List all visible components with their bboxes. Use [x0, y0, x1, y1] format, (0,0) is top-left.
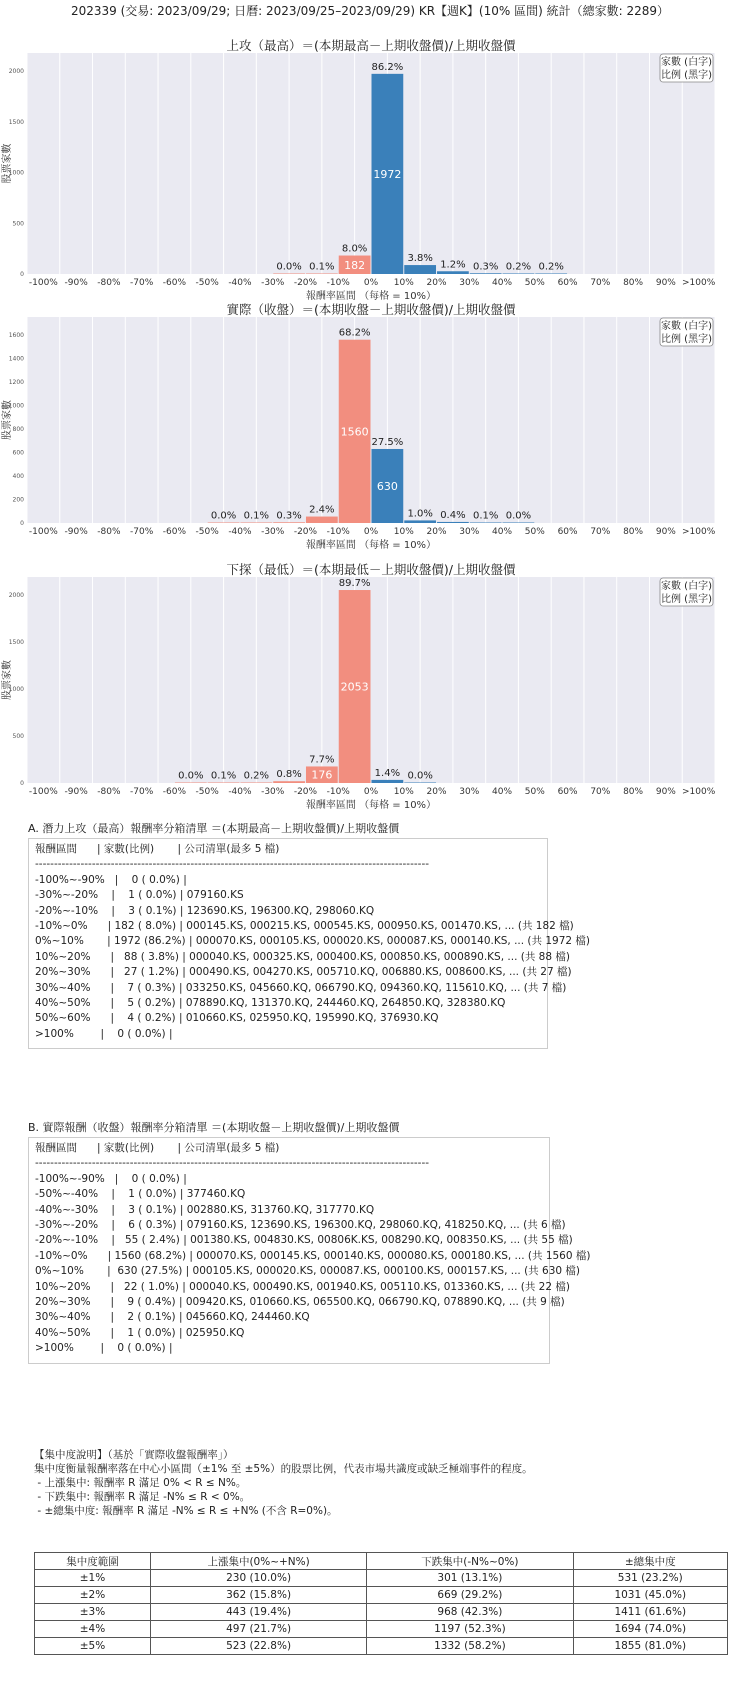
y-tick-label: 1500: [8, 639, 24, 646]
list-line: -20%~-10% | 55 ( 2.4%) | 001380.KS, 004830.KS, 00806K.KS, 008290.KQ, 008350.KS, ... (共 55 檔): [35, 1234, 573, 1247]
y-tick-label: 0: [20, 520, 24, 527]
table-row: [35, 1587, 728, 1604]
x-tick-label: 80%: [623, 527, 644, 537]
chart-title: 實際（收盤）＝(本期收盤－上期收盤價)/上期收盤價: [226, 302, 516, 317]
list-line: 30%~40% | 2 ( 0.1%) | 045660.KQ, 244460.KQ: [35, 1311, 310, 1324]
y-tick-label: 200: [12, 496, 24, 504]
legend-line-2: 比例 (黑字): [661, 594, 712, 605]
bar: [404, 520, 436, 523]
table-cell: 443 (19.4%): [150, 1604, 366, 1621]
section-b: [28, 1119, 591, 1364]
bar-percent-label: 0.0%: [407, 770, 433, 782]
x-tick-label: -80%: [97, 787, 121, 797]
bar-count-label: 176: [311, 768, 333, 782]
x-tick-label: -10%: [326, 787, 350, 797]
concentration-table: [34, 1552, 728, 1655]
bar-percent-label: 0.2%: [538, 261, 564, 273]
y-tick-label: 1000: [8, 169, 24, 177]
y-tick-label: 600: [12, 449, 24, 457]
bar: [273, 522, 305, 523]
y-tick-label: 1600: [8, 332, 24, 339]
bar-percent-label: 0.1%: [309, 261, 335, 273]
x-tick-label: -10%: [326, 278, 350, 288]
x-axis-label: 報酬率區間 （每格 = 10%）: [305, 291, 437, 302]
plot-area: [27, 317, 715, 523]
list-line: 10%~20% | 88 ( 3.8%) | 000040.KS, 000325.KS, 000400.KS, 000850.KS, 000890.KS, ... (共 88 檔): [35, 950, 570, 963]
list-line: -10%~0% | 1560 (68.2%) | 000070.KS, 000145.KS, 000140.KS, 000080.KS, 000180.KS, ... (共 1560 檔): [35, 1249, 591, 1262]
table-cell: 669 (29.2%): [367, 1587, 573, 1604]
x-tick-label: -90%: [64, 787, 88, 797]
list-line: -20%~-10% | 3 ( 0.1%) | 123690.KS, 196300.KQ, 298060.KQ: [35, 904, 375, 917]
table-body: [35, 1570, 728, 1655]
x-tick-label: -90%: [64, 278, 88, 288]
x-tick-label: >100%: [681, 527, 716, 537]
list-line: 20%~30% | 27 ( 1.2%) | 000490.KS, 004270.KS, 005710.KQ, 006880.KS, 008600.KS, ... (共 27 檔): [35, 966, 572, 979]
bar-percent-label: 0.1%: [472, 510, 499, 522]
bar-count-label: 1972: [373, 167, 402, 181]
bar-percent-label: 0.0%: [505, 510, 532, 522]
bar-percent-label: 0.1%: [210, 770, 237, 782]
chart-svg: [0, 37, 740, 312]
x-tick-label: >100%: [681, 278, 716, 288]
y-tick-label: 1000: [8, 402, 24, 410]
x-tick-label: 20%: [426, 787, 447, 797]
y-tick-label: 2000: [8, 592, 24, 599]
x-tick-label: 90%: [655, 278, 676, 288]
legend: [660, 578, 713, 606]
list-line: -40%~-30% | 3 ( 0.1%) | 002880.KS, 313760.KQ, 317770.KQ: [35, 1203, 375, 1216]
bar: [306, 274, 338, 275]
x-tick-label: -100%: [28, 787, 58, 797]
x-tick-label: -30%: [261, 527, 285, 537]
legend-line-2: 比例 (黑字): [661, 70, 712, 81]
bar-percent-label: 1.2%: [440, 259, 466, 271]
table-cell: ±3%: [35, 1604, 151, 1621]
chart-svg: [0, 301, 740, 561]
bar-percent-label: 0.0%: [210, 510, 237, 522]
section-a: [28, 820, 591, 1049]
x-tick-label: 10%: [393, 278, 414, 288]
bar: [240, 523, 272, 524]
x-tick-label: 60%: [557, 787, 578, 797]
y-tick-label: 1000: [8, 686, 24, 693]
list-line: 20%~30% | 9 ( 0.4%) | 009420.KS, 010660.KS, 065500.KQ, 066790.KQ, 078890.KQ, ... (共 9 檔): [35, 1296, 565, 1309]
y-tick-label: 400: [12, 473, 24, 480]
x-tick-label: 40%: [492, 527, 513, 537]
y-tick-label: 800: [12, 426, 24, 433]
bar-percent-label: 27.5%: [371, 436, 404, 448]
section-a-title: A. 潛力上攻（最高）報酬率分箱清單 ＝(本期最高－上期收盤價)/上期收盤價: [28, 822, 400, 835]
list-line: -50%~-40% | 1 ( 0.0%) | 377460.KQ: [35, 1188, 246, 1201]
y-tick-label: 1200: [8, 379, 24, 386]
table-row: [35, 1604, 728, 1621]
table-cell: 1197 (52.3%): [367, 1621, 573, 1638]
table-cell: 523 (22.8%): [150, 1638, 366, 1655]
chart-title: 上攻（最高）＝(本期最高－上期收盤價)/上期收盤價: [226, 38, 516, 53]
bar-count-label: 2053: [340, 680, 369, 694]
bar-percent-label: 0.8%: [276, 769, 302, 781]
x-tick-label: 40%: [492, 278, 513, 288]
bar: [503, 523, 535, 524]
y-axis-label: 股票家數: [2, 400, 13, 440]
x-tick-label: -60%: [162, 527, 187, 537]
x-tick-label: 20%: [426, 278, 447, 288]
bar-percent-label: 68.2%: [338, 327, 371, 339]
bar-percent-label: 8.0%: [341, 243, 368, 255]
bar-percent-label: 1.0%: [407, 508, 433, 520]
list-line: 報酬區間 | 家數(比例) | 公司清單(最多 5 檔): [35, 843, 280, 855]
bar-percent-label: 0.0%: [178, 770, 204, 782]
x-tick-label: 30%: [459, 278, 480, 288]
table-header-row: [35, 1553, 728, 1570]
x-tick-label: 60%: [557, 527, 578, 537]
bar-count-label: 1560: [340, 425, 369, 439]
bar-percent-label: 0.1%: [243, 510, 270, 522]
bar: [240, 783, 272, 784]
plot-area: [27, 577, 715, 783]
bar-percent-label: 0.3%: [472, 261, 499, 273]
chart-close: [0, 301, 740, 561]
list-line: 報酬區間 | 家數(比例) | 公司清單(最多 5 檔): [35, 1142, 280, 1154]
list-line: >100% | 0 ( 0.0%) |: [35, 1342, 173, 1355]
list-line: -100%~-90% | 0 ( 0.0%) |: [35, 1172, 187, 1185]
list-line: -30%~-20% | 6 ( 0.3%) | 079160.KS, 123690.KS, 196300.KQ, 298060.KQ, 418250.KQ, ... (共 6 檔): [35, 1219, 566, 1232]
plot-area: [27, 53, 715, 274]
bar-count-label: 630: [376, 479, 398, 493]
y-axis-label: 股票家數: [2, 660, 13, 700]
table-cell: 230 (10.0%): [150, 1570, 366, 1587]
list-line: 10%~20% | 22 ( 1.0%) | 000040.KS, 000490.KS, 001940.KS, 005110.KS, 013360.KS, ... (共 22 檔): [35, 1280, 570, 1293]
table-header-cell: 下跌集中(-N%~0%): [367, 1553, 573, 1570]
legend: [660, 54, 713, 82]
bar: [503, 273, 535, 274]
bar: [404, 783, 436, 784]
bar: [208, 523, 240, 524]
y-tick-label: 2000: [8, 68, 24, 75]
x-tick-label: 70%: [590, 527, 611, 537]
x-tick-label: -40%: [228, 278, 252, 288]
bar: [404, 265, 436, 274]
page-title: 202339 (交易: 2023/09/29; 日曆: 2023/09/25–2023/09/29) KR【週K】(10% 區間) 統計（總家數: 2289）: [70, 4, 669, 18]
y-tick-label: 500: [12, 733, 24, 740]
x-tick-label: 60%: [557, 278, 578, 288]
table-header-cell: 集中度範圍: [35, 1553, 151, 1570]
list-line: -10%~0% | 182 ( 8.0%) | 000145.KS, 000215.KS, 000545.KS, 000950.KS, 001470.KS, ... (共 182 檔): [35, 920, 574, 933]
x-tick-label: -30%: [261, 787, 285, 797]
bar-percent-label: 0.2%: [505, 261, 532, 273]
table-cell: 362 (15.8%): [150, 1587, 366, 1604]
x-tick-label: 50%: [524, 278, 545, 288]
list-line: --------------------------------------------------------------------------------------------------------: [35, 1157, 430, 1170]
bar-percent-label: 0.0%: [276, 261, 302, 273]
x-tick-label: -10%: [326, 527, 350, 537]
x-axis-label: 報酬率區間 （每格 = 10%）: [305, 800, 437, 811]
table-row: [35, 1638, 728, 1655]
x-tick-label: -50%: [195, 527, 219, 537]
x-tick-label: -40%: [228, 527, 252, 537]
bar: [470, 523, 502, 524]
concentration-note: [34, 1448, 724, 1518]
table-cell: 1694 (74.0%): [573, 1621, 728, 1638]
section-b-list: [28, 1137, 591, 1364]
list-line: 0%~10% | 630 (27.5%) | 000105.KS, 000020.KS, 000087.KS, 000100.KS, 000157.KS, ... (共 630 檔): [35, 1265, 581, 1278]
x-tick-label: -70%: [130, 278, 154, 288]
x-tick-label: -40%: [228, 787, 252, 797]
x-tick-label: -20%: [293, 527, 318, 537]
note-line: - ±總集中度: 報酬率 R 滿足 -N% ≤ R ≤ +N% (不含 R=0%)。: [34, 1505, 338, 1517]
x-tick-label: 10%: [393, 787, 414, 797]
chart-svg: [0, 561, 740, 821]
bar-percent-label: 0.2%: [243, 770, 270, 782]
x-tick-label: -70%: [130, 527, 154, 537]
x-tick-label: -30%: [261, 278, 285, 288]
bar: [437, 522, 469, 523]
x-axis-label: 報酬率區間 （每格 = 10%）: [305, 540, 437, 551]
table-header-cell: ±總集中度: [573, 1553, 728, 1570]
y-tick-label: 0: [20, 780, 24, 787]
note-line: 【集中度說明】（基於「實際收盤報酬率」）: [34, 1449, 234, 1461]
x-tick-label: 40%: [492, 787, 513, 797]
x-tick-label: -20%: [293, 278, 318, 288]
x-tick-label: 30%: [459, 787, 480, 797]
bar-percent-label: 89.7%: [338, 578, 371, 590]
y-tick-label: 0: [20, 271, 24, 278]
x-tick-label: 0%: [363, 278, 379, 288]
bar-percent-label: 7.7%: [309, 754, 335, 766]
legend-line-1: 家數 (白字): [661, 321, 712, 332]
table-row: [35, 1621, 728, 1638]
bar-percent-label: 1.4%: [374, 767, 401, 779]
x-tick-label: 90%: [655, 527, 676, 537]
x-tick-label: -100%: [28, 527, 58, 537]
x-tick-label: >100%: [681, 787, 716, 797]
x-tick-label: 10%: [393, 527, 414, 537]
x-tick-label: 50%: [524, 787, 545, 797]
x-tick-label: -90%: [64, 527, 88, 537]
x-tick-label: 50%: [524, 527, 545, 537]
bar-percent-label: 0.4%: [440, 509, 466, 521]
x-tick-label: -80%: [97, 278, 121, 288]
x-tick-label: 90%: [655, 787, 676, 797]
x-tick-label: 0%: [363, 787, 379, 797]
note-line: 集中度衡量報酬率落在中心小區間（±1% 至 ±5%）的股票比例，代表市場共識度或缺乏極端事件的程度。: [34, 1463, 533, 1475]
chart-high: [0, 37, 740, 312]
bar: [372, 780, 404, 783]
table-cell: ±2%: [35, 1587, 151, 1604]
table-cell: 1031 (45.0%): [573, 1587, 728, 1604]
x-tick-label: 0%: [363, 527, 379, 537]
x-tick-label: 20%: [426, 527, 447, 537]
chart-title: 下探（最低）＝(本期最低－上期收盤價)/上期收盤價: [226, 562, 516, 577]
legend-line-1: 家數 (白字): [661, 581, 712, 592]
bar: [175, 783, 207, 784]
y-tick-label: 1500: [8, 118, 24, 126]
table-header-cell: 上漲集中(0%~+N%): [150, 1553, 366, 1570]
bar: [470, 273, 502, 274]
section-a-list: [28, 838, 591, 1049]
list-line: 40%~50% | 1 ( 0.0%) | 025950.KQ: [35, 1326, 245, 1339]
legend: [660, 318, 713, 346]
bar: [273, 781, 305, 783]
note-line: - 上漲集中: 報酬率 R 滿足 0% < R ≤ N%。: [34, 1477, 247, 1489]
y-tick-label: 500: [12, 220, 24, 228]
chart-low: [0, 561, 740, 821]
note-line: - 下跌集中: 報酬率 R 滿足 -N% ≤ R < 0%。: [34, 1491, 251, 1503]
table-cell: 531 (23.2%): [573, 1570, 728, 1587]
section-b-title: B. 實際報酬（收盤）報酬率分箱清單 ＝(本期收盤－上期收盤價)/上期收盤價: [28, 1121, 400, 1134]
table-row: [35, 1570, 728, 1587]
list-line: 40%~50% | 5 ( 0.2%) | 078890.KQ, 131370.KQ, 244460.KQ, 264850.KQ, 328380.KQ: [35, 997, 506, 1010]
x-tick-label: 30%: [459, 527, 480, 537]
table-cell: ±5%: [35, 1638, 151, 1655]
legend-line-2: 比例 (黑字): [661, 334, 712, 345]
table-cell: 301 (13.1%): [367, 1570, 573, 1587]
list-line: 50%~60% | 4 ( 0.2%) | 010660.KS, 025950.KQ, 195990.KQ, 376930.KQ: [35, 1012, 439, 1025]
bar: [535, 274, 567, 275]
x-tick-label: -60%: [162, 278, 187, 288]
bar: [208, 783, 240, 784]
x-tick-label: 80%: [623, 278, 644, 288]
x-tick-label: -80%: [97, 527, 121, 537]
y-tick-label: 1400: [8, 355, 24, 363]
table-cell: 968 (42.3%): [367, 1604, 573, 1621]
table-cell: 1332 (58.2%): [367, 1638, 573, 1655]
x-tick-label: -60%: [162, 787, 187, 797]
bar: [273, 274, 305, 275]
x-tick-label: 80%: [623, 787, 644, 797]
list-line: 0%~10% | 1972 (86.2%) | 000070.KS, 000105.KS, 000020.KS, 000087.KS, 000140.KS, ... (共 1972 檔): [35, 935, 591, 948]
bar-count-label: 182: [344, 258, 366, 272]
x-tick-label: -100%: [28, 278, 58, 288]
bar: [437, 271, 469, 274]
list-line: -30%~-20% | 1 ( 0.0%) | 079160.KS: [35, 889, 244, 902]
list-line: -100%~-90% | 0 ( 0.0%) |: [35, 873, 187, 886]
x-tick-label: -20%: [293, 787, 318, 797]
x-tick-label: 70%: [590, 787, 611, 797]
bar-percent-label: 3.8%: [407, 253, 433, 265]
table-cell: ±4%: [35, 1621, 151, 1638]
bar: [306, 517, 338, 523]
bar-percent-label: 0.3%: [276, 510, 302, 522]
x-tick-label: -50%: [195, 787, 219, 797]
table-cell: ±1%: [35, 1570, 151, 1587]
x-tick-label: 70%: [590, 278, 611, 288]
list-line: --------------------------------------------------------------------------------------------------------: [35, 858, 430, 871]
bar-percent-label: 86.2%: [371, 61, 404, 73]
table-cell: 1855 (81.0%): [573, 1638, 728, 1655]
table-cell: 1411 (61.6%): [573, 1604, 728, 1621]
bar-percent-label: 2.4%: [309, 504, 335, 516]
x-tick-label: -70%: [130, 787, 154, 797]
legend-line-1: 家數 (白字): [661, 57, 712, 68]
table-cell: 497 (21.7%): [150, 1621, 366, 1638]
y-axis-label: 股票家數: [2, 143, 13, 184]
x-tick-label: -50%: [195, 278, 219, 288]
list-line: >100% | 0 ( 0.0%) |: [35, 1027, 173, 1040]
list-line: 30%~40% | 7 ( 0.3%) | 033250.KS, 045660.KQ, 066790.KQ, 094360.KQ, 115610.KQ, ... (共 7 檔): [35, 981, 567, 994]
